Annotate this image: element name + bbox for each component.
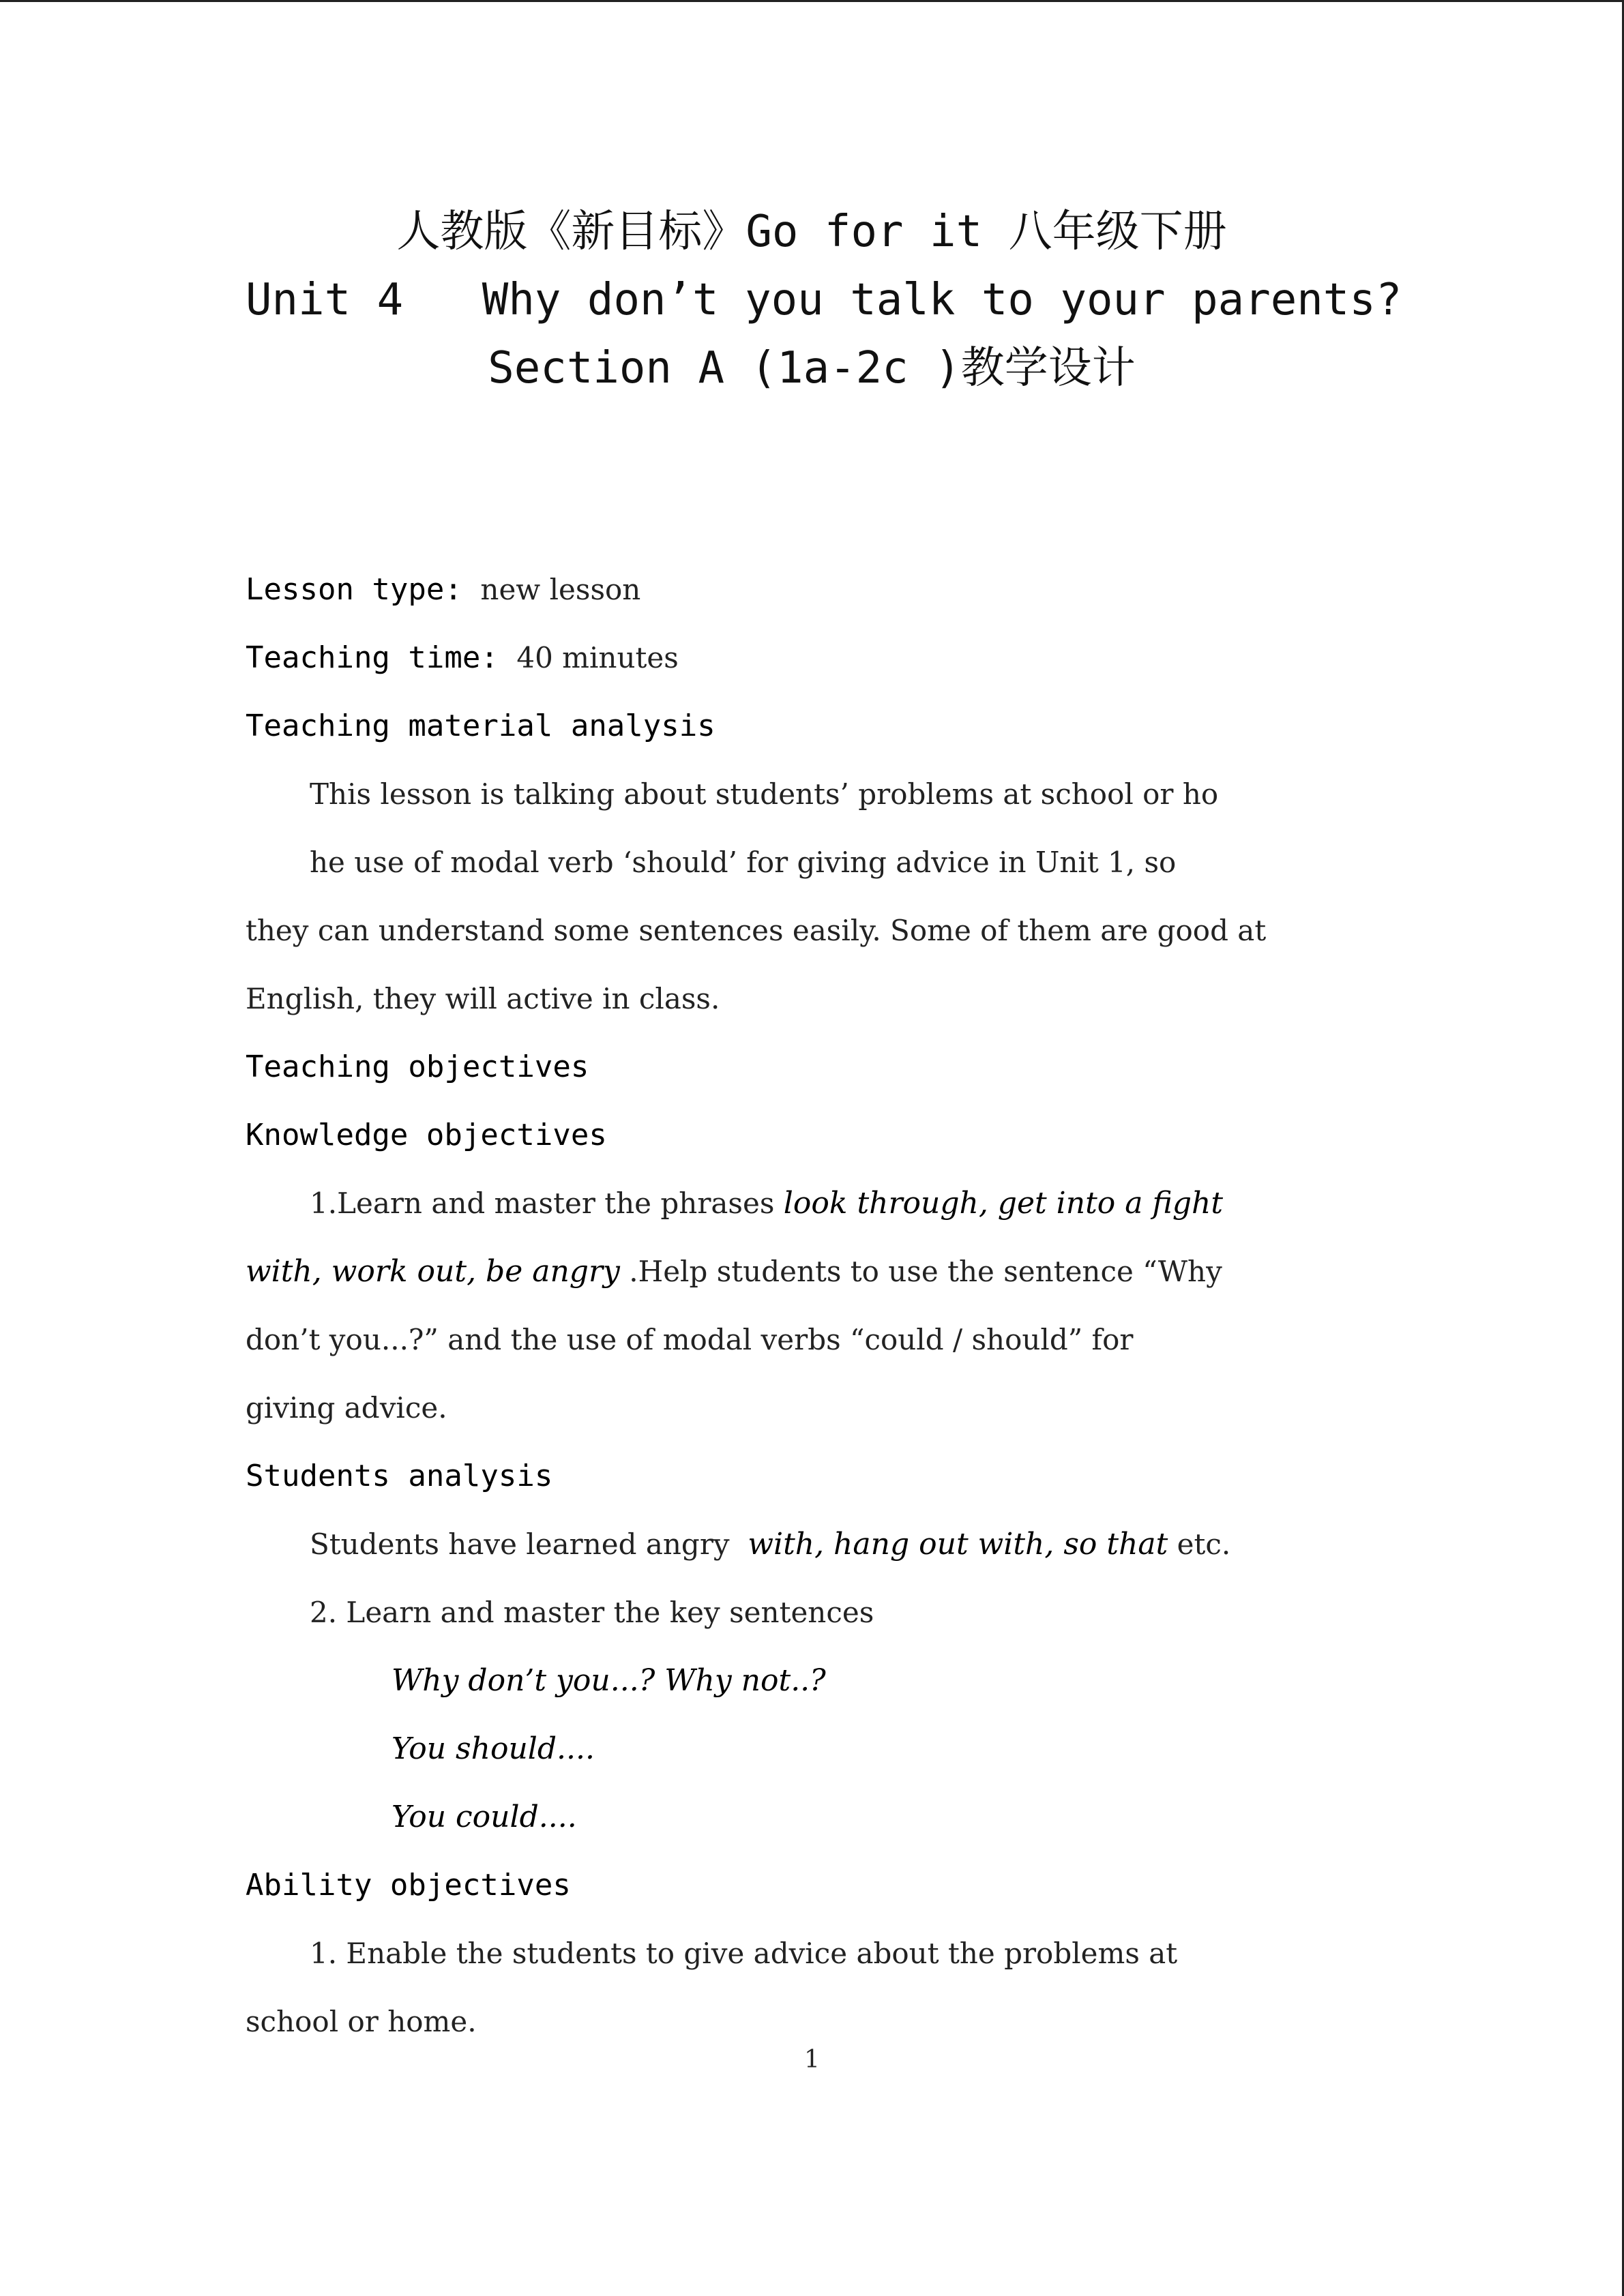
- lesson-type-label: Lesson type: [246, 572, 445, 607]
- page-number: 1: [804, 2046, 820, 2074]
- knowledge-item-1-line-1: [246, 1169, 1405, 1238]
- title-line-1: 人教版《新目标》Go for it 八年级下册: [396, 207, 1227, 257]
- teaching-time-sep: :: [480, 640, 517, 675]
- key-sentence-3: You could....: [392, 1800, 577, 1834]
- material-analysis-heading: Teaching material analysis: [246, 709, 715, 743]
- teaching-objectives-heading: Teaching objectives: [246, 1049, 589, 1084]
- knowledge-item-1-line-3: don’t you...?” and the use of modal verbs “could / should” for: [246, 1323, 1134, 1356]
- students-analysis-line-1: [246, 1510, 1405, 1579]
- material-analysis-line-1: This lesson is talking about students’ problems at school or ho: [310, 777, 1219, 811]
- key-sentences-item: 2. Learn and master the key sentences: [310, 1596, 874, 1629]
- ability-objectives-heading: Ability objectives: [246, 1868, 571, 1903]
- material-analysis-line-3: they can understand some sentences easily. Some of them are good at: [246, 914, 1267, 947]
- students-analysis-prefix: Students have learned angry: [310, 1527, 748, 1561]
- page-top-border: [0, 0, 1624, 2]
- knowledge-item-1-prefix: 1.Learn and master the phrases: [310, 1187, 784, 1220]
- title-line-3: Section A (1a-2c )教学设计: [488, 343, 1136, 393]
- lesson-type-value: new lesson: [480, 573, 641, 606]
- knowledge-phrases-2: with, work out, be angry: [246, 1254, 620, 1289]
- knowledge-objectives-heading: Knowledge objectives: [246, 1118, 607, 1152]
- material-analysis-line-4: English, they will active in class.: [246, 982, 720, 1015]
- lesson-type-sep: :: [444, 572, 481, 607]
- key-sentence-1: Why don’t you...? Why not..?: [392, 1663, 826, 1698]
- knowledge-item-1-line-2: [246, 1238, 1405, 1306]
- teaching-time-label: Teaching time: [246, 640, 481, 675]
- key-sentence-2: You should....: [392, 1731, 595, 1766]
- knowledge-item-1-rest: .Help students to use the sentence “Why: [619, 1255, 1222, 1288]
- lesson-type-row: [246, 556, 1405, 624]
- teaching-time-value: 40 minutes: [516, 641, 679, 674]
- document-title: [205, 198, 1419, 402]
- students-analysis-heading: Students analysis: [246, 1459, 553, 1493]
- knowledge-phrases-1: look through, get into a fight: [783, 1186, 1224, 1221]
- ability-item-1-line-2: school or home.: [246, 2005, 477, 2038]
- material-analysis-line-2: he use of modal verb ‘should’ for giving advice in Unit 1, so: [310, 846, 1177, 879]
- ability-item-1-line-1: 1. Enable the students to give advice about the problems at: [310, 1937, 1178, 1970]
- document-body: [246, 556, 1405, 2056]
- students-analysis-phrases: with, hang out with, so that: [748, 1527, 1168, 1562]
- teaching-time-row: [246, 624, 1405, 692]
- students-analysis-suffix: etc.: [1168, 1527, 1231, 1561]
- knowledge-item-1-line-4: giving advice.: [246, 1391, 447, 1425]
- title-line-2: Unit 4 Why don’t you talk to your parents?: [246, 275, 1402, 325]
